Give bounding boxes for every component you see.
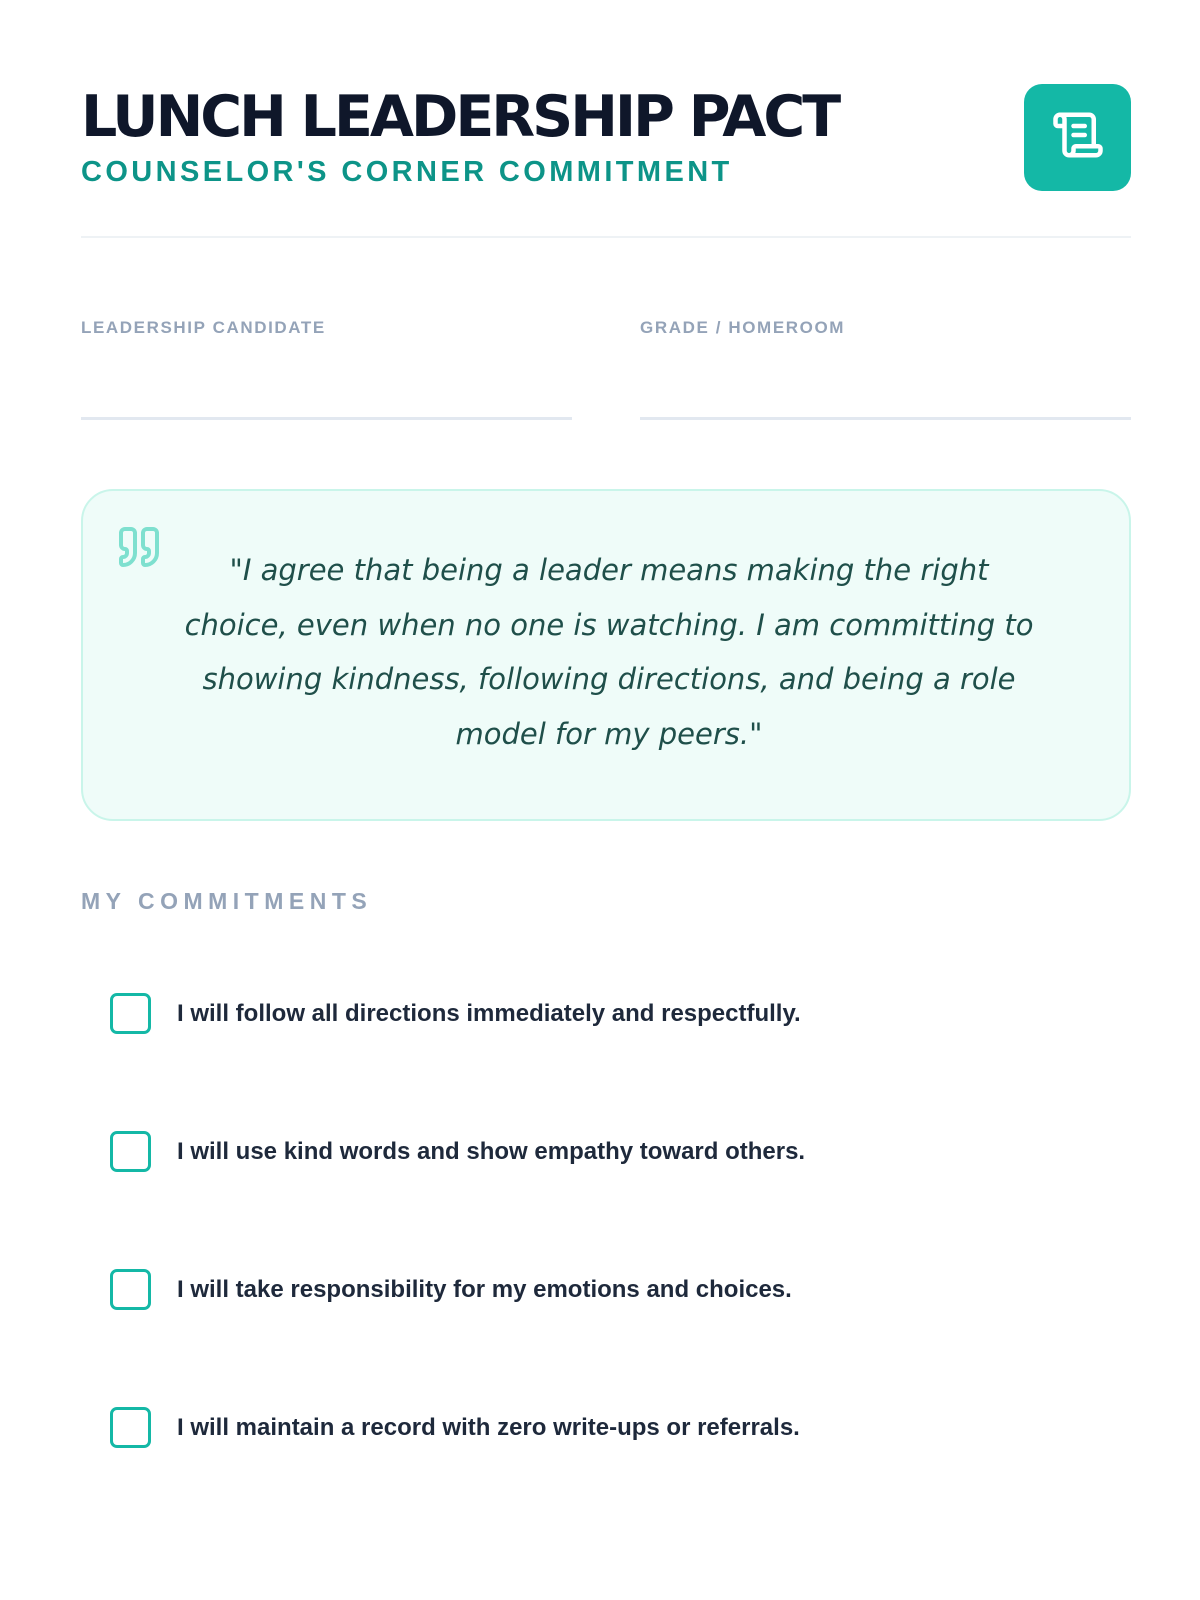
leadership-candidate-line[interactable] bbox=[81, 417, 572, 420]
page-title: LUNCH LEADERSHIP PACT bbox=[81, 84, 839, 150]
grade-homeroom-label: GRADE / HOMEROOM bbox=[640, 318, 846, 337]
commitment-checkbox[interactable] bbox=[110, 1131, 151, 1172]
commitment-label: I will follow all directions immediately and respectfully. bbox=[177, 1000, 801, 1027]
commitment-checkbox[interactable] bbox=[110, 1407, 151, 1448]
leadership-candidate-field[interactable] bbox=[81, 318, 572, 338]
quote-icon bbox=[115, 523, 163, 576]
commitment-label: I will maintain a record with zero write-ups or referrals. bbox=[177, 1414, 800, 1441]
scroll-icon bbox=[1051, 108, 1105, 167]
grade-homeroom-field[interactable] bbox=[640, 318, 1131, 338]
commitment-label: I will take responsibility for my emotions and choices. bbox=[177, 1276, 792, 1303]
leadership-candidate-label: LEADERSHIP CANDIDATE bbox=[81, 318, 326, 337]
commitment-checkbox[interactable] bbox=[110, 1269, 151, 1310]
commitment-item[interactable] bbox=[110, 993, 1110, 1033]
commitment-item[interactable] bbox=[110, 1407, 1110, 1447]
grade-homeroom-line[interactable] bbox=[640, 417, 1131, 420]
page-header bbox=[81, 80, 1131, 192]
page-subtitle: COUNSELOR'S CORNER COMMITMENT bbox=[81, 156, 733, 188]
pledge-quote-box bbox=[81, 489, 1131, 821]
commitment-item[interactable] bbox=[110, 1131, 1110, 1171]
scroll-badge bbox=[1024, 84, 1131, 191]
commitment-item[interactable] bbox=[110, 1269, 1110, 1309]
pact-page bbox=[81, 0, 1131, 1600]
pledge-quote-text: "I agree that being a leader means making the right choice, even when no one is watching. I am committing to showing kindness, following directions, and being a role model for my peers." bbox=[184, 553, 1034, 751]
commitments-heading: MY COMMITMENTS bbox=[81, 888, 373, 914]
commitment-checkbox[interactable] bbox=[110, 993, 151, 1034]
commitment-label: I will use kind words and show empathy toward others. bbox=[177, 1138, 806, 1165]
header-divider bbox=[81, 236, 1131, 238]
